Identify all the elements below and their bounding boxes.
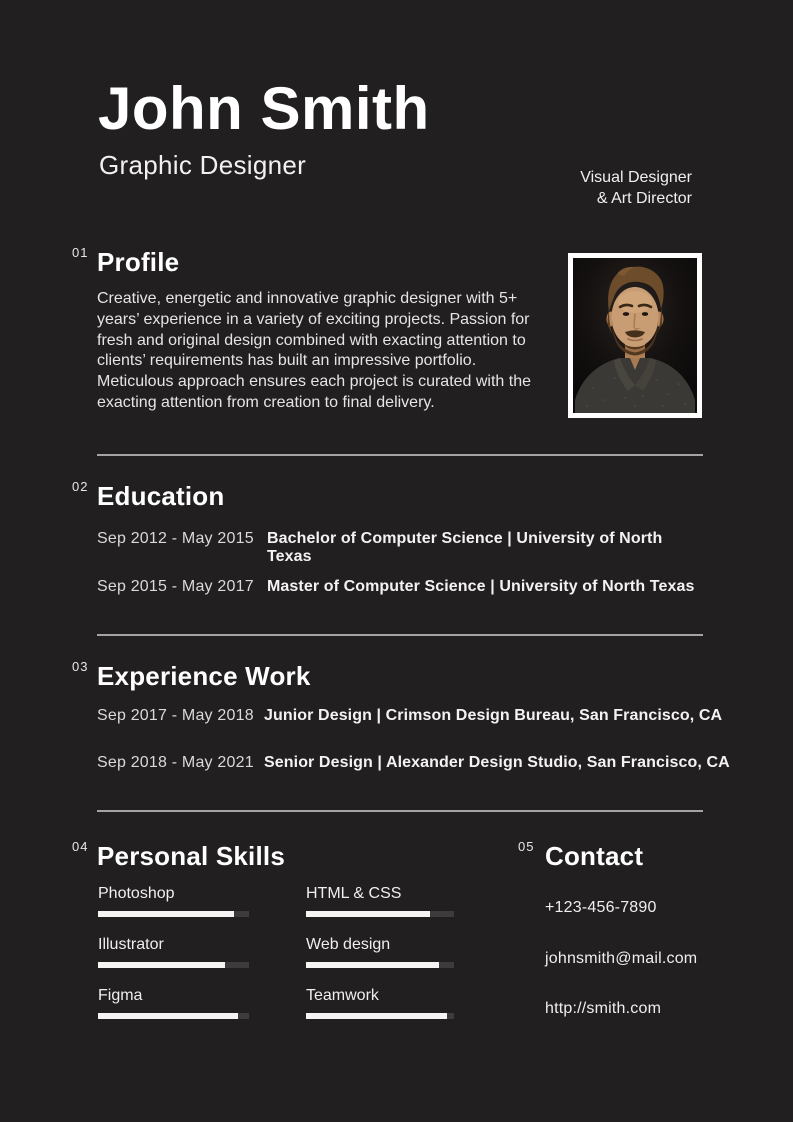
resume-role: Graphic Designer: [99, 150, 307, 180]
skills-column-1: [98, 885, 249, 1038]
divider-2: [97, 634, 703, 636]
divider-3: [97, 810, 703, 812]
skill-item: [306, 987, 454, 1019]
education-section-title: Education: [97, 481, 225, 511]
profile-section-title: Profile: [97, 247, 180, 277]
skill-bar-fill: [98, 911, 234, 917]
experience-dates: Sep 2018 - May 2021: [97, 754, 254, 771]
skill-bar-fill: [98, 962, 225, 968]
tagline-line-2: & Art Director: [596, 190, 692, 207]
skills-column-2: [306, 885, 454, 1038]
contact-email: johnsmith@mail.com: [545, 950, 698, 967]
skill-bar-fill: [306, 911, 430, 917]
skill-item: [306, 936, 454, 968]
skill-item: [306, 885, 454, 917]
skills-section-title: Personal Skills: [97, 841, 285, 871]
skill-item: [98, 987, 249, 1019]
experience-description: Junior Design | Crimson Design Bureau, San Francisco, CA: [264, 707, 723, 724]
resume-name: John Smith: [98, 75, 430, 142]
portrait-illustration: [573, 258, 697, 413]
skill-bar-fill: [98, 1013, 238, 1019]
education-row: [97, 530, 707, 566]
skills-section-number: 04: [72, 839, 89, 854]
skill-bar: [306, 962, 454, 968]
divider-1: [97, 454, 703, 456]
skill-bar: [98, 1013, 249, 1019]
education-description: Bachelor of Computer Science | University of North Texas: [267, 530, 663, 565]
education-dates: Sep 2012 - May 2015: [97, 530, 254, 547]
experience-row: [97, 707, 737, 725]
skill-label: Web design: [306, 936, 391, 953]
portrait-photo: [568, 253, 702, 418]
skill-item: [98, 936, 249, 968]
education-dates: Sep 2015 - May 2017: [97, 578, 254, 595]
experience-description: Senior Design | Alexander Design Studio, San Francisco, CA: [264, 754, 730, 771]
skill-label: Illustrator: [98, 936, 164, 953]
education-description: Master of Computer Science | University of North Texas: [267, 578, 695, 595]
education-row: [97, 578, 707, 596]
skill-bar: [306, 1013, 454, 1019]
resume-tagline: [580, 167, 692, 209]
skill-item: [98, 885, 249, 917]
profile-text: Creative, energetic and innovative graphic designer with 5+ years’ experience in a variety of exciting projects. Passion for fresh and original design combined with exacting attention to clients’ requirements has built an impressive portfolio. Meticulous approach ensures each project is curated with the exacting attention from creation to final delivery.: [97, 290, 532, 411]
skill-label: Figma: [98, 987, 143, 1004]
education-section-number: 02: [72, 479, 89, 494]
contact-website: http://smith.com: [545, 1000, 662, 1017]
experience-section-number: 03: [72, 659, 89, 674]
skill-bar: [306, 911, 454, 917]
contact-section-title: Contact: [545, 841, 644, 871]
skill-bar-fill: [306, 1013, 447, 1019]
contact-section-number: 05: [518, 839, 535, 854]
skill-label: HTML & CSS: [306, 885, 402, 902]
experience-section-title: Experience Work: [97, 661, 311, 691]
skill-bar: [98, 962, 249, 968]
profile-section-number: 01: [72, 245, 89, 260]
skill-bar: [98, 911, 249, 917]
tagline-line-1: Visual Designer: [580, 169, 692, 186]
experience-row: [97, 754, 737, 772]
experience-dates: Sep 2017 - May 2018: [97, 707, 254, 724]
skill-bar-fill: [306, 962, 439, 968]
skill-label: Photoshop: [98, 885, 175, 902]
contact-phone: +123-456-7890: [545, 899, 657, 916]
skill-label: Teamwork: [306, 987, 379, 1004]
